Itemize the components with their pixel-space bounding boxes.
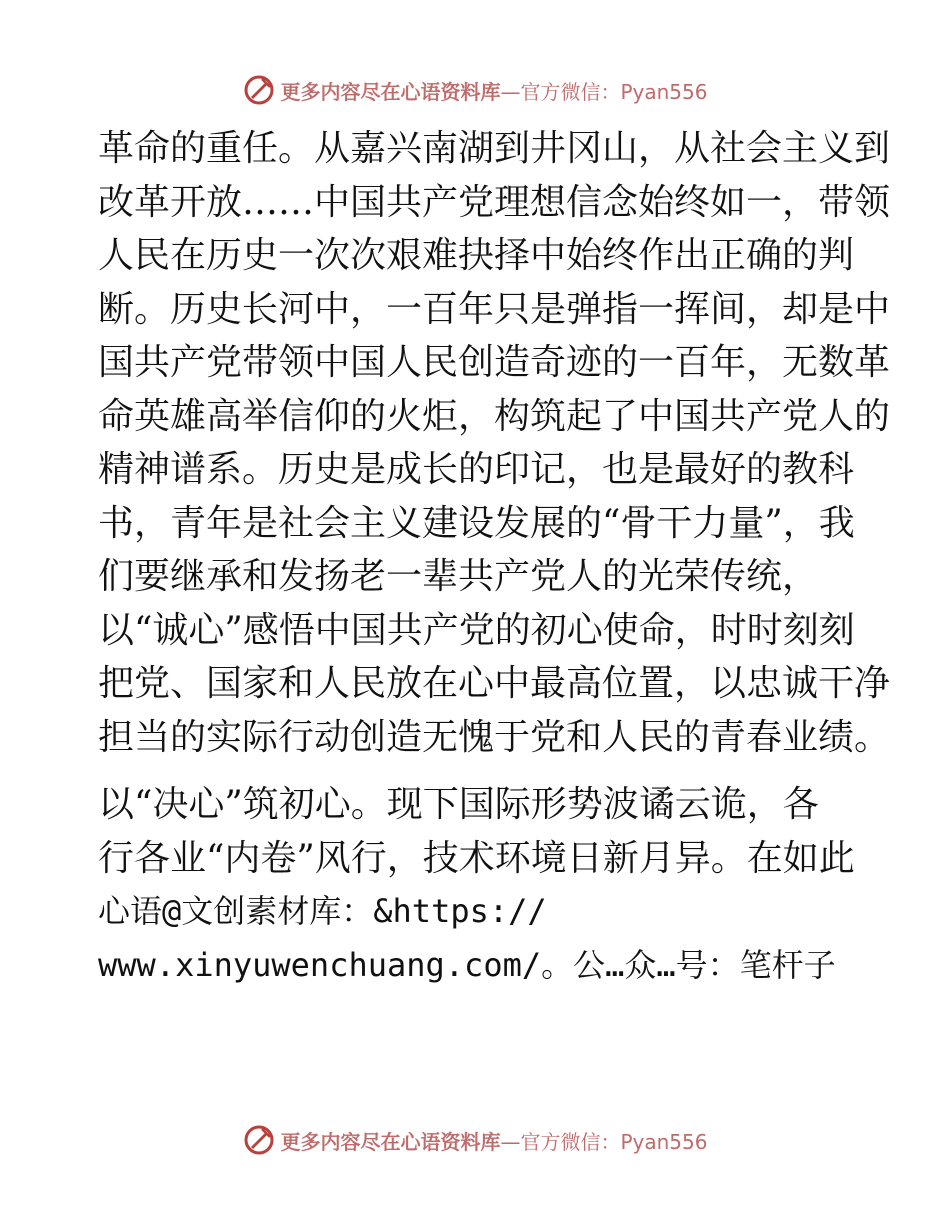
text-line: 行各业“内卷”风行，技术环境日新月异。在如此 (98, 837, 855, 879)
text-line: 书，青年是社会主义建设发展的“骨干力量”，我 (98, 502, 855, 544)
quill-logo-icon (242, 1123, 276, 1157)
text-line: 担当的实际行动创造无愧于党和人民的青春业绩。 (98, 716, 891, 758)
text-line: 们要继承和发扬老一辈共产党人的光荣传统， (98, 556, 819, 597)
text-line: 把党、国家和人民放在心中最高位置，以忠诚干净 (98, 663, 891, 704)
paragraph-gap (98, 764, 858, 778)
text-line: 革命的重任。从嘉兴南湖到井冈山，从社会主义到 (98, 128, 891, 169)
paragraph-2 (98, 778, 858, 992)
footer-text: 更多内容尽在心语资料库 (280, 1129, 501, 1154)
text-line: 改革开放……中国共产党理想信念始终如一，带领 (98, 181, 891, 223)
text-line: 断。历史长河中，一百年只是弹指一挥间，却是中 (98, 288, 891, 330)
text-line: 以“诚心”感悟中国共产党的初心使命，时时刻刻 (98, 609, 855, 651)
footer-wechat: —官方微信：Pyan556 (500, 1129, 708, 1154)
watermark-url-line: www.xinyuwenchuang.com/。公…众…号：笔杆子 (98, 945, 836, 984)
text-line: 精神谱系。历史是成长的印记，也是最好的教科 (98, 449, 855, 490)
quill-logo-icon (242, 73, 276, 107)
text-line: 命英雄高举信仰的火炬，构筑起了中国共产党人的 (98, 395, 891, 437)
header-text: 更多内容尽在心语资料库 (280, 79, 501, 104)
header-banner (0, 70, 950, 110)
document-body (98, 122, 891, 992)
paragraph-1 (98, 122, 891, 764)
footer-banner (0, 1120, 950, 1160)
text-line: 以“决心”筑初心。现下国际形势波谲云诡，各 (98, 784, 819, 825)
text-line: 国共产党带领中国人民创造奇迹的一百年，无数革 (98, 342, 891, 383)
text-line: 人民在历史一次次艰难抉择中始终作出正确的判 (98, 235, 855, 276)
watermark-line: 心语@文创素材库：&https:// (98, 892, 547, 930)
header-wechat: —官方微信：Pyan556 (500, 79, 708, 104)
